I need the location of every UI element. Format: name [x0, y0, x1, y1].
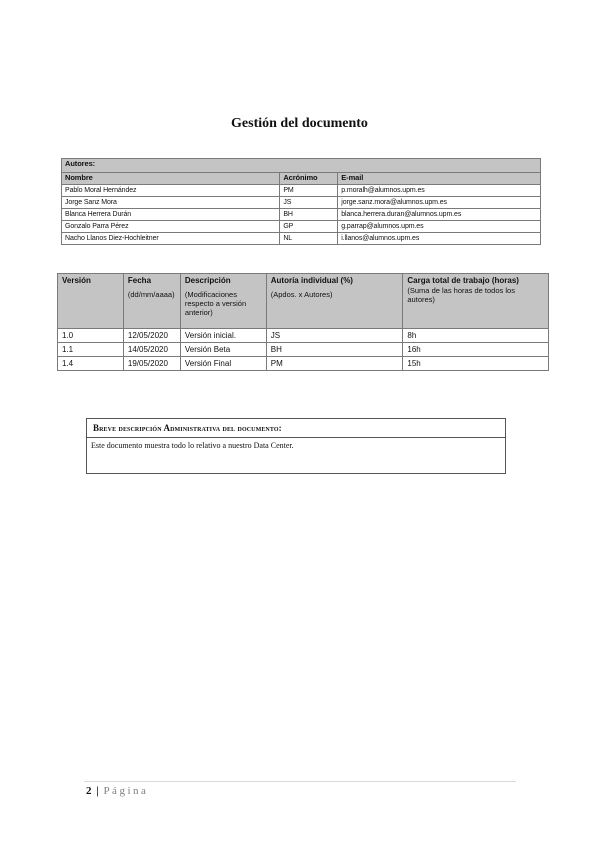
version-workload: 16h	[403, 343, 549, 357]
column-header-name: Nombre	[62, 173, 280, 185]
column-header-email: E-mail	[338, 173, 541, 185]
page-title: Gestión del documento	[231, 116, 368, 131]
header-label: Fecha	[127, 276, 152, 285]
version-authorship: BH	[266, 343, 403, 357]
header-sublabel: (Modificaciones respecto a versión anterior)	[184, 290, 247, 317]
footer-separator: |	[96, 785, 99, 797]
table-row	[62, 221, 541, 233]
table-row	[58, 329, 549, 343]
version-number: 1.1	[58, 343, 124, 357]
table-row	[62, 233, 541, 245]
version-description: Versión Beta	[180, 343, 266, 357]
version-number: 1.4	[58, 357, 124, 371]
authors-section-label: Autores:	[62, 159, 541, 173]
page-word: Página	[103, 785, 149, 797]
author-email: jorge.sanz.mora@alumnos.upm.es	[338, 197, 541, 209]
version-workload: 8h	[403, 329, 549, 343]
column-header-description	[180, 274, 266, 329]
author-acronym: PM	[280, 185, 338, 197]
version-authorship: JS	[266, 329, 403, 343]
admin-description-box	[86, 418, 506, 474]
author-email: blanca.herrera.duran@alumnos.upm.es	[338, 209, 541, 221]
admin-description-title: Breve descripción Administrativa del documento:	[87, 419, 505, 438]
versions-header-row	[58, 274, 549, 329]
column-header-authorship	[266, 274, 403, 329]
table-row	[62, 209, 541, 221]
version-number: 1.0	[58, 329, 124, 343]
table-row	[58, 343, 549, 357]
author-name: Jorge Sanz Mora	[62, 197, 280, 209]
version-authorship: PM	[266, 357, 403, 371]
author-name: Blanca Herrera Durán	[62, 209, 280, 221]
table-row	[62, 197, 541, 209]
author-name: Nacho Llanos Diez-Hochleitner	[62, 233, 280, 245]
author-name: Gonzalo Parra Pérez	[62, 221, 280, 233]
version-workload: 15h	[403, 357, 549, 371]
author-email: i.llanos@alumnos.upm.es	[338, 233, 541, 245]
page-footer	[86, 785, 148, 797]
author-acronym: GP	[280, 221, 338, 233]
footer-divider	[84, 781, 516, 782]
version-date: 19/05/2020	[123, 357, 180, 371]
column-header-acronym: Acrónimo	[280, 173, 338, 185]
header-label: Carga total de trabajo (horas)	[407, 276, 519, 285]
author-acronym: NL	[280, 233, 338, 245]
page-number: 2	[86, 785, 92, 797]
column-header-workload	[403, 274, 549, 329]
admin-description-body: Este documento muestra todo lo relativo a nuestro Data Center.	[91, 441, 294, 450]
header-sublabel: (dd/mm/aaaa)	[127, 290, 175, 299]
table-row	[58, 357, 549, 371]
authors-table	[61, 158, 541, 245]
version-date: 12/05/2020	[123, 329, 180, 343]
author-name: Pablo Moral Hernández	[62, 185, 280, 197]
header-label: Versión	[62, 276, 91, 285]
author-acronym: JS	[280, 197, 338, 209]
table-row	[62, 185, 541, 197]
authors-header-row	[62, 173, 541, 185]
header-label: Autoría individual (%)	[270, 276, 353, 285]
versions-table	[57, 273, 549, 371]
column-header-version	[58, 274, 124, 329]
authors-section-row	[62, 159, 541, 173]
author-email: p.moralh@alumnos.upm.es	[338, 185, 541, 197]
version-description: Versión inicial.	[180, 329, 266, 343]
version-date: 14/05/2020	[123, 343, 180, 357]
header-sublabel: (Suma de las horas de todos los autores)	[407, 286, 515, 304]
column-header-date	[123, 274, 180, 329]
version-description: Versión Final	[180, 357, 266, 371]
header-sublabel: (Apdos. x Autores)	[270, 290, 333, 299]
author-email: g.parrap@alumnos.upm.es	[338, 221, 541, 233]
author-acronym: BH	[280, 209, 338, 221]
header-label: Descripción	[184, 276, 231, 285]
